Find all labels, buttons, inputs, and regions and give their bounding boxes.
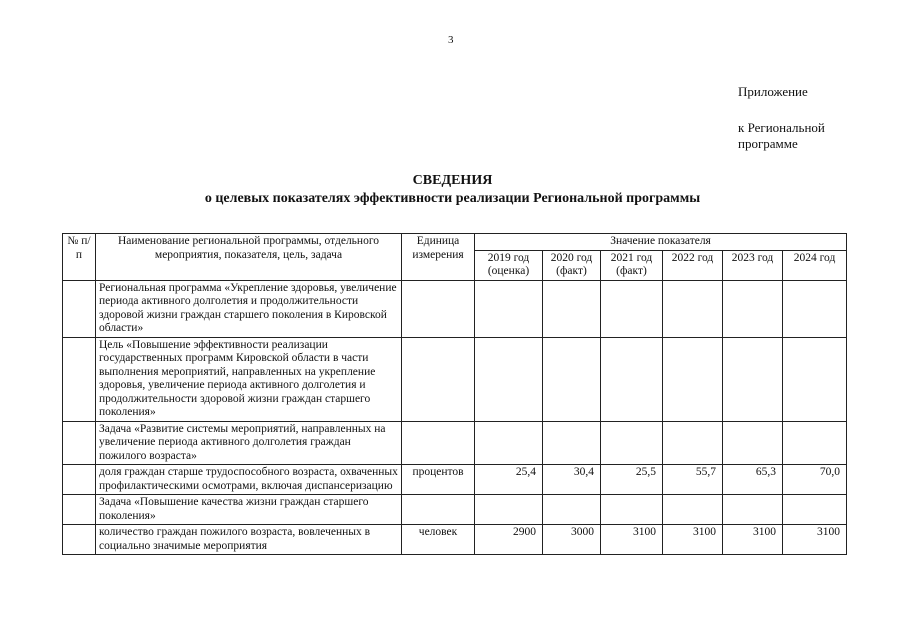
row-number-cell — [63, 525, 96, 555]
table-row — [63, 337, 847, 421]
row-value-cell — [783, 337, 847, 421]
row-value-cell — [601, 280, 663, 337]
row-unit-cell — [402, 337, 475, 421]
row-value-cell — [663, 495, 723, 525]
row-name-cell: Задача «Развитие системы мероприятий, направленных на увеличение периода активного долголетия граждан пожилого возраста» — [96, 421, 402, 465]
appendix-line-1: Приложение — [738, 84, 808, 99]
header-num: № п/п — [63, 234, 96, 281]
row-value-cell: 30,4 — [543, 465, 601, 495]
header-value-group: Значение показателя — [475, 234, 847, 251]
header-row-1 — [63, 234, 847, 251]
row-value-cell: 2900 — [475, 525, 543, 555]
title-subtitle: о целевых показателях эффективности реализации Региональной программы — [204, 191, 701, 206]
appendix-line-3: программе — [738, 136, 798, 151]
row-value-cell — [723, 421, 783, 465]
header-year: 2021 год (факт) — [601, 250, 663, 280]
row-value-cell — [475, 495, 543, 525]
row-name-cell: Цель «Повышение эффективности реализации государственных программ Кировской области в части выполнения мероприятий, направленных на укрепление здоровья, увеличение периода активного долголетия и продолжительности здоровой жизни граждан старшего поколения» — [96, 337, 402, 421]
document-title — [0, 172, 905, 208]
row-value-cell — [601, 495, 663, 525]
header-year: 2023 год — [723, 250, 783, 280]
row-value-cell: 3000 — [543, 525, 601, 555]
row-value-cell — [475, 280, 543, 337]
row-number-cell — [63, 280, 96, 337]
row-name-cell: Региональная программа «Укрепление здоровья, увеличение периода активного долголетия и продолжительности здоровой жизни граждан старшего поколения в Кировской области» — [96, 280, 402, 337]
row-unit-cell: процентов — [402, 465, 475, 495]
row-name-cell: Задача «Повышение качества жизни граждан старшего поколения» — [96, 495, 402, 525]
row-value-cell: 25,4 — [475, 465, 543, 495]
row-unit-cell — [402, 495, 475, 525]
row-value-cell — [663, 337, 723, 421]
row-value-cell — [723, 280, 783, 337]
row-unit-cell: человек — [402, 525, 475, 555]
table-row — [63, 280, 847, 337]
header-year: 2019 год (оценка) — [475, 250, 543, 280]
appendix-note — [738, 84, 825, 152]
row-value-cell: 25,5 — [601, 465, 663, 495]
row-value-cell — [783, 421, 847, 465]
appendix-line-2: к Региональной — [738, 120, 825, 135]
row-unit-cell — [402, 280, 475, 337]
row-value-cell — [475, 421, 543, 465]
row-number-cell — [63, 495, 96, 525]
header-name: Наименование региональной программы, отдельного мероприятия, показателя, цель, задача — [96, 234, 402, 281]
header-year: 2020 год (факт) — [543, 250, 601, 280]
row-value-cell: 70,0 — [783, 465, 847, 495]
row-name-cell: доля граждан старше трудоспособного возраста, охваченных профилактическими осмотрами, включая диспансеризацию — [96, 465, 402, 495]
header-unit: Единица измерения — [402, 234, 475, 281]
header-year: 2022 год — [663, 250, 723, 280]
row-value-cell — [543, 280, 601, 337]
row-value-cell: 3100 — [783, 525, 847, 555]
row-value-cell — [783, 495, 847, 525]
row-value-cell — [475, 337, 543, 421]
title-main: СВЕДЕНИЯ — [412, 173, 493, 188]
row-number-cell — [63, 337, 96, 421]
row-value-cell — [601, 421, 663, 465]
row-name-cell: количество граждан пожилого возраста, вовлеченных в социально значимые мероприятия — [96, 525, 402, 555]
row-value-cell — [663, 280, 723, 337]
table-row — [63, 495, 847, 525]
row-value-cell — [543, 421, 601, 465]
row-unit-cell — [402, 421, 475, 465]
header-year: 2024 год — [783, 250, 847, 280]
row-value-cell — [783, 280, 847, 337]
row-value-cell: 65,3 — [723, 465, 783, 495]
row-value-cell — [663, 421, 723, 465]
row-value-cell — [723, 495, 783, 525]
row-number-cell — [63, 421, 96, 465]
table-row — [63, 421, 847, 465]
row-value-cell: 3100 — [663, 525, 723, 555]
row-value-cell — [543, 337, 601, 421]
row-number-cell — [63, 465, 96, 495]
row-value-cell — [723, 337, 783, 421]
row-value-cell — [543, 495, 601, 525]
table-row — [63, 465, 847, 495]
row-value-cell: 3100 — [723, 525, 783, 555]
table-row — [63, 525, 847, 555]
row-value-cell: 3100 — [601, 525, 663, 555]
row-value-cell: 55,7 — [663, 465, 723, 495]
indicators-table — [62, 233, 847, 555]
page-number: 3 — [448, 34, 454, 46]
row-value-cell — [601, 337, 663, 421]
